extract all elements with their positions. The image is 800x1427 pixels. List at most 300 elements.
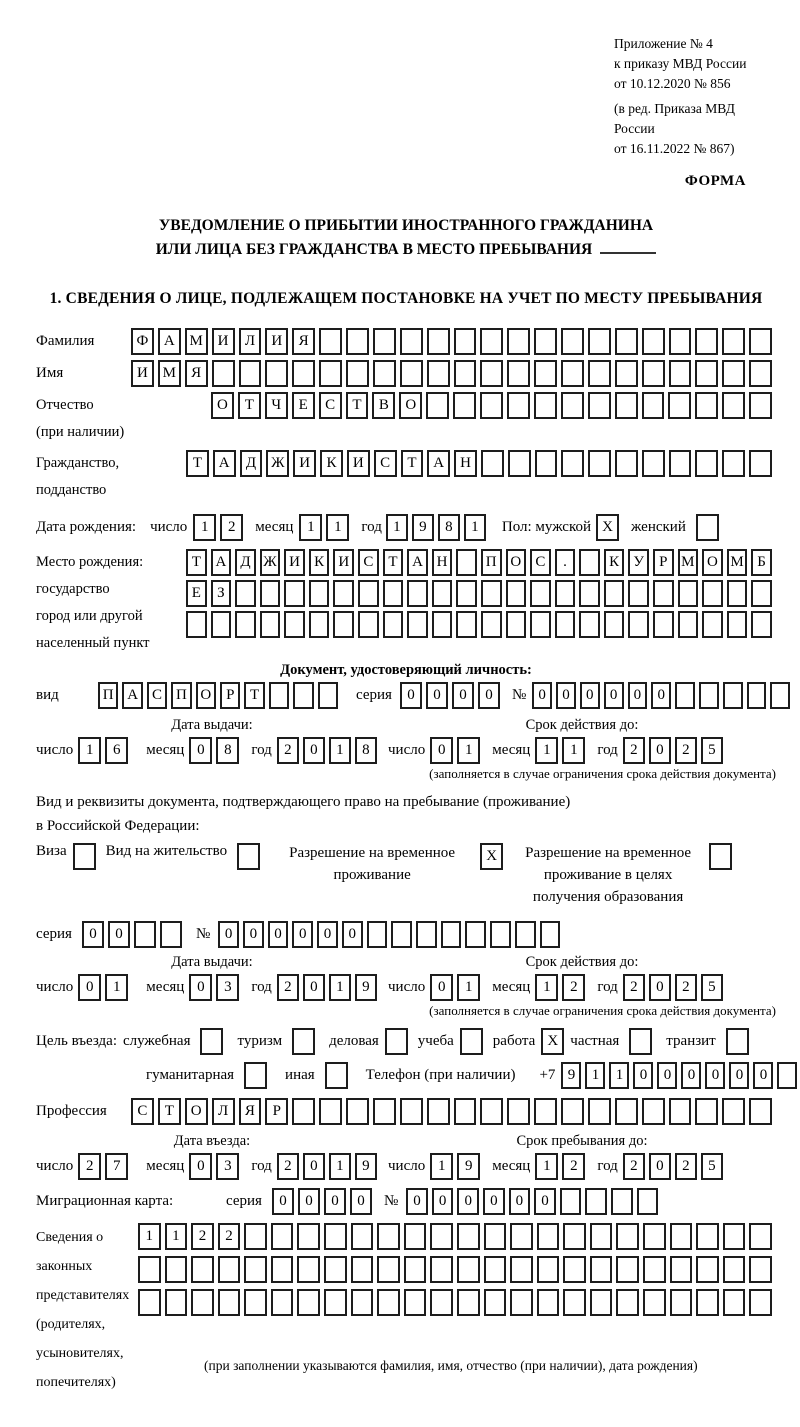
char-cell[interactable]: О xyxy=(185,1098,208,1125)
char-cell[interactable]: Т xyxy=(383,549,404,576)
char-cell[interactable] xyxy=(751,611,772,638)
char-cell[interactable] xyxy=(585,1188,607,1215)
char-cell[interactable] xyxy=(643,1223,666,1250)
purpose-official-checkbox[interactable] xyxy=(200,1028,223,1055)
char-cell[interactable] xyxy=(508,450,531,477)
char-cell[interactable] xyxy=(324,1223,347,1250)
char-cell[interactable]: 0 xyxy=(705,1062,725,1089)
char-cell[interactable]: Я xyxy=(185,360,208,387)
char-cell[interactable]: 0 xyxy=(189,737,212,764)
char-cell[interactable] xyxy=(670,1256,693,1283)
char-cell[interactable] xyxy=(292,1098,315,1125)
char-cell[interactable] xyxy=(351,1223,374,1250)
char-cell[interactable]: А xyxy=(407,549,428,576)
char-cell[interactable] xyxy=(260,611,281,638)
char-cell[interactable]: 2 xyxy=(218,1223,241,1250)
char-cell[interactable] xyxy=(563,1223,586,1250)
char-cell[interactable] xyxy=(555,611,576,638)
char-cell[interactable]: 0 xyxy=(303,1153,325,1180)
char-cell[interactable] xyxy=(699,682,719,709)
char-cell[interactable]: 0 xyxy=(303,974,325,1001)
char-cell[interactable] xyxy=(749,1223,772,1250)
char-cell[interactable] xyxy=(456,549,477,576)
char-cell[interactable]: 0 xyxy=(580,682,600,709)
char-cell[interactable]: 8 xyxy=(216,737,239,764)
char-cell[interactable]: Т xyxy=(186,549,207,576)
char-cell[interactable]: 1 xyxy=(329,1153,351,1180)
char-cell[interactable] xyxy=(628,611,649,638)
char-cell[interactable]: 0 xyxy=(342,921,363,948)
char-cell[interactable] xyxy=(561,1098,584,1125)
char-cell[interactable]: Е xyxy=(292,392,315,419)
char-cell[interactable] xyxy=(260,580,281,607)
char-cell[interactable] xyxy=(297,1256,320,1283)
temp-residence-checkbox[interactable]: X xyxy=(480,843,503,870)
purpose-humanitarian-checkbox[interactable] xyxy=(244,1062,267,1089)
char-cell[interactable] xyxy=(588,392,611,419)
char-cell[interactable]: 1 xyxy=(535,737,558,764)
char-cell[interactable]: 0 xyxy=(649,737,671,764)
char-cell[interactable] xyxy=(749,360,772,387)
char-cell[interactable] xyxy=(346,328,369,355)
char-cell[interactable] xyxy=(615,328,638,355)
char-cell[interactable] xyxy=(530,611,551,638)
char-cell[interactable] xyxy=(616,1289,639,1316)
char-cell[interactable]: 2 xyxy=(675,737,697,764)
char-cell[interactable]: П xyxy=(98,682,118,709)
char-cell[interactable] xyxy=(457,1256,480,1283)
char-cell[interactable]: . xyxy=(555,549,576,576)
char-cell[interactable] xyxy=(265,360,288,387)
char-cell[interactable] xyxy=(604,611,625,638)
char-cell[interactable]: О xyxy=(399,392,422,419)
char-cell[interactable]: 8 xyxy=(438,514,460,541)
char-cell[interactable] xyxy=(510,1223,533,1250)
char-cell[interactable] xyxy=(404,1223,427,1250)
char-cell[interactable] xyxy=(346,360,369,387)
char-cell[interactable]: Д xyxy=(235,549,256,576)
char-cell[interactable] xyxy=(653,611,674,638)
char-cell[interactable] xyxy=(138,1289,161,1316)
char-cell[interactable]: Ж xyxy=(260,549,281,576)
char-cell[interactable]: Т xyxy=(238,392,261,419)
char-cell[interactable]: 1 xyxy=(105,974,128,1001)
char-cell[interactable]: 2 xyxy=(191,1223,214,1250)
char-cell[interactable] xyxy=(416,921,437,948)
char-cell[interactable] xyxy=(271,1256,294,1283)
char-cell[interactable]: 9 xyxy=(355,1153,377,1180)
char-cell[interactable] xyxy=(590,1256,613,1283)
char-cell[interactable]: 0 xyxy=(532,682,552,709)
purpose-business-checkbox[interactable] xyxy=(385,1028,408,1055)
char-cell[interactable]: Л xyxy=(212,1098,235,1125)
char-cell[interactable]: И xyxy=(333,549,354,576)
char-cell[interactable] xyxy=(456,611,477,638)
char-cell[interactable] xyxy=(695,328,718,355)
char-cell[interactable] xyxy=(535,450,558,477)
char-cell[interactable] xyxy=(358,580,379,607)
char-cell[interactable] xyxy=(588,328,611,355)
char-cell[interactable]: 0 xyxy=(649,974,671,1001)
char-cell[interactable] xyxy=(579,580,600,607)
char-cell[interactable] xyxy=(400,328,423,355)
char-cell[interactable]: М xyxy=(678,549,699,576)
char-cell[interactable] xyxy=(318,682,338,709)
char-cell[interactable] xyxy=(506,580,527,607)
char-cell[interactable]: 5 xyxy=(701,974,723,1001)
char-cell[interactable] xyxy=(628,580,649,607)
char-cell[interactable] xyxy=(454,360,477,387)
char-cell[interactable]: 0 xyxy=(478,682,500,709)
char-cell[interactable] xyxy=(696,1256,719,1283)
char-cell[interactable] xyxy=(138,1256,161,1283)
char-cell[interactable] xyxy=(427,328,450,355)
char-cell[interactable] xyxy=(637,1188,659,1215)
char-cell[interactable] xyxy=(727,611,748,638)
char-cell[interactable]: 1 xyxy=(535,974,558,1001)
char-cell[interactable]: 0 xyxy=(534,1188,556,1215)
purpose-private-checkbox[interactable] xyxy=(629,1028,652,1055)
char-cell[interactable] xyxy=(749,1289,772,1316)
char-cell[interactable]: 0 xyxy=(82,921,104,948)
char-cell[interactable] xyxy=(507,328,530,355)
char-cell[interactable] xyxy=(678,611,699,638)
char-cell[interactable]: Р xyxy=(265,1098,288,1125)
char-cell[interactable] xyxy=(643,1256,666,1283)
char-cell[interactable]: 0 xyxy=(108,921,130,948)
char-cell[interactable]: 1 xyxy=(585,1062,605,1089)
char-cell[interactable]: 0 xyxy=(729,1062,749,1089)
char-cell[interactable] xyxy=(481,611,502,638)
char-cell[interactable] xyxy=(373,328,396,355)
char-cell[interactable] xyxy=(160,921,182,948)
char-cell[interactable]: 9 xyxy=(561,1062,581,1089)
char-cell[interactable] xyxy=(218,1256,241,1283)
char-cell[interactable]: 1 xyxy=(464,514,486,541)
char-cell[interactable] xyxy=(770,682,790,709)
char-cell[interactable] xyxy=(588,360,611,387)
char-cell[interactable] xyxy=(510,1289,533,1316)
char-cell[interactable]: 6 xyxy=(105,737,128,764)
char-cell[interactable] xyxy=(212,360,235,387)
char-cell[interactable]: Я xyxy=(239,1098,262,1125)
char-cell[interactable]: 0 xyxy=(430,974,453,1001)
char-cell[interactable]: 0 xyxy=(681,1062,701,1089)
char-cell[interactable]: 0 xyxy=(189,1153,212,1180)
char-cell[interactable] xyxy=(432,580,453,607)
char-cell[interactable] xyxy=(642,450,665,477)
char-cell[interactable]: 0 xyxy=(483,1188,505,1215)
char-cell[interactable]: 2 xyxy=(562,1153,585,1180)
char-cell[interactable] xyxy=(383,580,404,607)
char-cell[interactable]: 0 xyxy=(556,682,576,709)
char-cell[interactable] xyxy=(615,450,638,477)
char-cell[interactable]: 0 xyxy=(400,682,422,709)
char-cell[interactable] xyxy=(534,328,557,355)
char-cell[interactable] xyxy=(407,611,428,638)
char-cell[interactable] xyxy=(271,1223,294,1250)
visa-checkbox[interactable] xyxy=(73,843,96,870)
char-cell[interactable] xyxy=(723,1223,746,1250)
char-cell[interactable]: 0 xyxy=(298,1188,320,1215)
char-cell[interactable] xyxy=(749,450,772,477)
char-cell[interactable]: 1 xyxy=(562,737,585,764)
char-cell[interactable] xyxy=(235,580,256,607)
char-cell[interactable] xyxy=(590,1223,613,1250)
char-cell[interactable] xyxy=(507,392,530,419)
char-cell[interactable] xyxy=(480,392,503,419)
char-cell[interactable]: И xyxy=(212,328,235,355)
char-cell[interactable] xyxy=(351,1289,374,1316)
char-cell[interactable]: П xyxy=(171,682,191,709)
char-cell[interactable] xyxy=(481,580,502,607)
char-cell[interactable]: О xyxy=(196,682,216,709)
char-cell[interactable]: 0 xyxy=(452,682,474,709)
char-cell[interactable] xyxy=(695,1098,718,1125)
char-cell[interactable]: 0 xyxy=(406,1188,428,1215)
char-cell[interactable]: 1 xyxy=(457,737,480,764)
char-cell[interactable] xyxy=(695,360,718,387)
char-cell[interactable]: 1 xyxy=(138,1223,161,1250)
char-cell[interactable] xyxy=(540,921,561,948)
char-cell[interactable]: 0 xyxy=(430,737,453,764)
char-cell[interactable] xyxy=(297,1223,320,1250)
char-cell[interactable] xyxy=(642,328,665,355)
char-cell[interactable] xyxy=(604,580,625,607)
char-cell[interactable]: Н xyxy=(454,450,477,477)
char-cell[interactable]: Д xyxy=(240,450,263,477)
char-cell[interactable] xyxy=(404,1256,427,1283)
male-checkbox[interactable]: X xyxy=(596,514,619,541)
char-cell[interactable] xyxy=(454,1098,477,1125)
char-cell[interactable] xyxy=(642,360,665,387)
char-cell[interactable] xyxy=(563,1256,586,1283)
char-cell[interactable]: 2 xyxy=(562,974,585,1001)
purpose-other-checkbox[interactable] xyxy=(325,1062,348,1089)
char-cell[interactable] xyxy=(484,1256,507,1283)
char-cell[interactable] xyxy=(319,360,342,387)
char-cell[interactable] xyxy=(481,450,504,477)
char-cell[interactable] xyxy=(506,611,527,638)
char-cell[interactable]: 3 xyxy=(216,974,239,1001)
char-cell[interactable] xyxy=(400,1098,423,1125)
char-cell[interactable]: 1 xyxy=(78,737,101,764)
char-cell[interactable]: 0 xyxy=(324,1188,346,1215)
char-cell[interactable] xyxy=(235,611,256,638)
char-cell[interactable] xyxy=(615,392,638,419)
char-cell[interactable]: С xyxy=(131,1098,154,1125)
char-cell[interactable]: Р xyxy=(653,549,674,576)
char-cell[interactable]: 2 xyxy=(277,974,299,1001)
char-cell[interactable] xyxy=(723,1256,746,1283)
char-cell[interactable] xyxy=(480,1098,503,1125)
char-cell[interactable]: 2 xyxy=(78,1153,101,1180)
char-cell[interactable]: Т xyxy=(186,450,209,477)
char-cell[interactable] xyxy=(432,611,453,638)
char-cell[interactable] xyxy=(284,580,305,607)
char-cell[interactable] xyxy=(702,611,723,638)
char-cell[interactable]: Н xyxy=(432,549,453,576)
char-cell[interactable] xyxy=(324,1289,347,1316)
char-cell[interactable] xyxy=(702,580,723,607)
char-cell[interactable] xyxy=(537,1289,560,1316)
char-cell[interactable]: О xyxy=(702,549,723,576)
char-cell[interactable]: 0 xyxy=(350,1188,372,1215)
char-cell[interactable] xyxy=(560,1188,582,1215)
char-cell[interactable] xyxy=(165,1256,188,1283)
char-cell[interactable] xyxy=(346,1098,369,1125)
char-cell[interactable] xyxy=(453,392,476,419)
char-cell[interactable]: 5 xyxy=(701,1153,723,1180)
char-cell[interactable] xyxy=(400,360,423,387)
char-cell[interactable] xyxy=(358,611,379,638)
char-cell[interactable] xyxy=(555,580,576,607)
char-cell[interactable] xyxy=(292,360,315,387)
char-cell[interactable]: 0 xyxy=(753,1062,773,1089)
char-cell[interactable]: 1 xyxy=(165,1223,188,1250)
char-cell[interactable] xyxy=(722,392,745,419)
char-cell[interactable]: Б xyxy=(751,549,772,576)
char-cell[interactable]: 2 xyxy=(220,514,243,541)
char-cell[interactable] xyxy=(284,611,305,638)
char-cell[interactable]: Т xyxy=(244,682,264,709)
char-cell[interactable] xyxy=(377,1223,400,1250)
char-cell[interactable] xyxy=(561,360,584,387)
char-cell[interactable] xyxy=(669,450,692,477)
char-cell[interactable] xyxy=(480,360,503,387)
char-cell[interactable]: 0 xyxy=(649,1153,671,1180)
char-cell[interactable] xyxy=(244,1223,267,1250)
char-cell[interactable]: Ф xyxy=(131,328,154,355)
char-cell[interactable] xyxy=(244,1289,267,1316)
char-cell[interactable]: Я xyxy=(292,328,315,355)
char-cell[interactable]: А xyxy=(427,450,450,477)
char-cell[interactable]: 3 xyxy=(216,1153,239,1180)
char-cell[interactable] xyxy=(588,1098,611,1125)
char-cell[interactable]: 0 xyxy=(78,974,101,1001)
char-cell[interactable] xyxy=(309,580,330,607)
char-cell[interactable] xyxy=(561,450,584,477)
char-cell[interactable] xyxy=(537,1223,560,1250)
char-cell[interactable]: С xyxy=(319,392,342,419)
char-cell[interactable] xyxy=(319,1098,342,1125)
char-cell[interactable] xyxy=(727,580,748,607)
char-cell[interactable] xyxy=(191,1256,214,1283)
char-cell[interactable] xyxy=(430,1289,453,1316)
char-cell[interactable]: 0 xyxy=(604,682,624,709)
char-cell[interactable] xyxy=(515,921,536,948)
char-cell[interactable]: 0 xyxy=(657,1062,677,1089)
char-cell[interactable]: 2 xyxy=(623,974,645,1001)
char-cell[interactable] xyxy=(333,580,354,607)
char-cell[interactable] xyxy=(579,611,600,638)
char-cell[interactable]: Ч xyxy=(265,392,288,419)
char-cell[interactable] xyxy=(675,682,695,709)
char-cell[interactable]: 0 xyxy=(292,921,313,948)
char-cell[interactable]: 1 xyxy=(329,737,351,764)
char-cell[interactable] xyxy=(534,392,557,419)
char-cell[interactable] xyxy=(333,611,354,638)
char-cell[interactable] xyxy=(383,611,404,638)
char-cell[interactable] xyxy=(669,360,692,387)
char-cell[interactable] xyxy=(211,611,232,638)
char-cell[interactable]: И xyxy=(131,360,154,387)
char-cell[interactable] xyxy=(579,549,600,576)
char-cell[interactable]: И xyxy=(347,450,370,477)
char-cell[interactable]: 0 xyxy=(218,921,239,948)
char-cell[interactable]: 9 xyxy=(457,1153,480,1180)
char-cell[interactable]: 0 xyxy=(189,974,212,1001)
char-cell[interactable] xyxy=(590,1289,613,1316)
char-cell[interactable] xyxy=(696,1223,719,1250)
char-cell[interactable]: С xyxy=(374,450,397,477)
char-cell[interactable] xyxy=(480,328,503,355)
char-cell[interactable] xyxy=(456,580,477,607)
char-cell[interactable] xyxy=(457,1289,480,1316)
char-cell[interactable] xyxy=(510,1256,533,1283)
char-cell[interactable] xyxy=(534,1098,557,1125)
char-cell[interactable] xyxy=(670,1289,693,1316)
char-cell[interactable]: 9 xyxy=(412,514,434,541)
char-cell[interactable] xyxy=(695,392,718,419)
char-cell[interactable]: 1 xyxy=(609,1062,629,1089)
char-cell[interactable] xyxy=(561,392,584,419)
char-cell[interactable] xyxy=(377,1256,400,1283)
char-cell[interactable]: 0 xyxy=(426,682,448,709)
char-cell[interactable] xyxy=(749,328,772,355)
char-cell[interactable]: А xyxy=(211,549,232,576)
char-cell[interactable]: П xyxy=(481,549,502,576)
char-cell[interactable] xyxy=(404,1289,427,1316)
char-cell[interactable] xyxy=(723,682,743,709)
char-cell[interactable] xyxy=(271,1289,294,1316)
residence-permit-checkbox[interactable] xyxy=(237,843,260,870)
char-cell[interactable] xyxy=(669,1098,692,1125)
char-cell[interactable] xyxy=(427,1098,450,1125)
char-cell[interactable] xyxy=(319,328,342,355)
char-cell[interactable]: 1 xyxy=(430,1153,453,1180)
char-cell[interactable]: 0 xyxy=(268,921,289,948)
female-checkbox[interactable] xyxy=(696,514,719,541)
char-cell[interactable] xyxy=(749,1256,772,1283)
char-cell[interactable] xyxy=(722,450,745,477)
char-cell[interactable]: 5 xyxy=(701,737,723,764)
char-cell[interactable] xyxy=(722,1098,745,1125)
char-cell[interactable]: С xyxy=(530,549,551,576)
char-cell[interactable] xyxy=(722,360,745,387)
char-cell[interactable]: 7 xyxy=(105,1153,128,1180)
char-cell[interactable]: Р xyxy=(220,682,240,709)
char-cell[interactable] xyxy=(239,360,262,387)
char-cell[interactable] xyxy=(507,1098,530,1125)
char-cell[interactable] xyxy=(751,580,772,607)
char-cell[interactable] xyxy=(297,1289,320,1316)
char-cell[interactable] xyxy=(465,921,486,948)
char-cell[interactable] xyxy=(561,328,584,355)
char-cell[interactable]: У xyxy=(628,549,649,576)
char-cell[interactable] xyxy=(642,392,665,419)
char-cell[interactable] xyxy=(484,1289,507,1316)
char-cell[interactable] xyxy=(534,360,557,387)
char-cell[interactable]: 2 xyxy=(623,1153,645,1180)
char-cell[interactable]: И xyxy=(293,450,316,477)
char-cell[interactable]: 0 xyxy=(243,921,264,948)
purpose-transit-checkbox[interactable] xyxy=(726,1028,749,1055)
char-cell[interactable] xyxy=(722,328,745,355)
char-cell[interactable] xyxy=(427,360,450,387)
char-cell[interactable]: 1 xyxy=(193,514,216,541)
char-cell[interactable]: 0 xyxy=(457,1188,479,1215)
